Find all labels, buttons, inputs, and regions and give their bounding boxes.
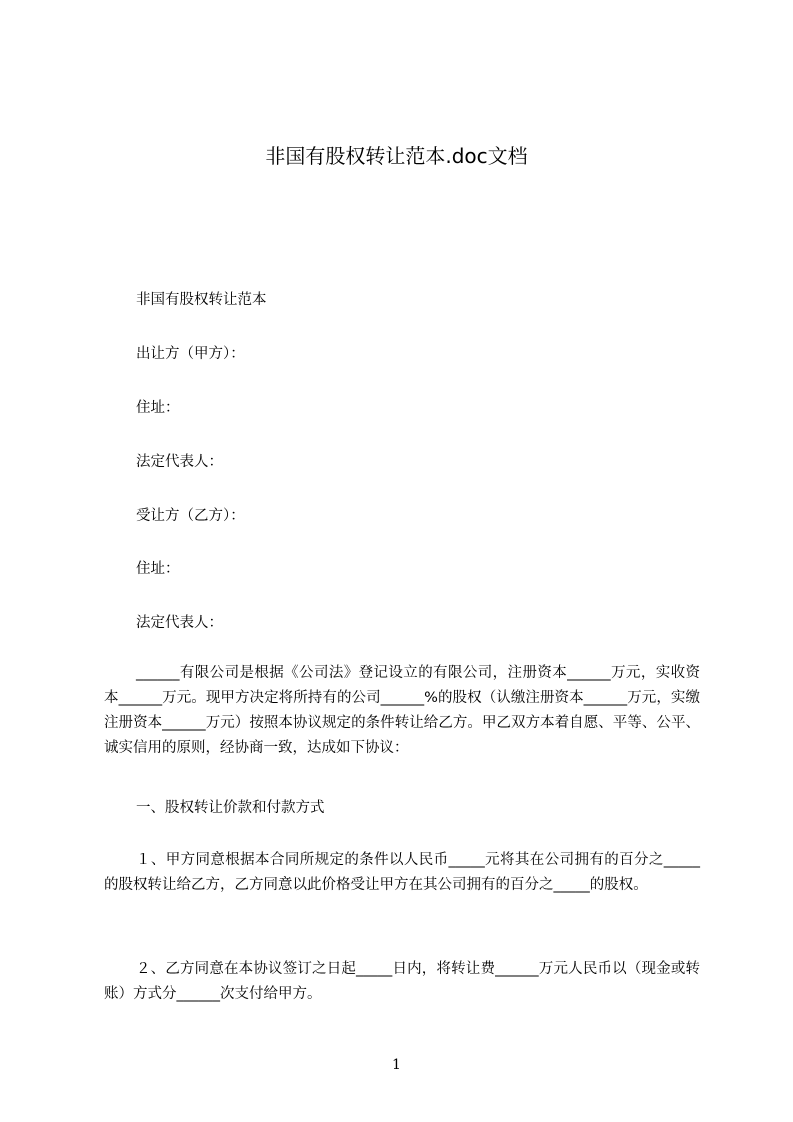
section-heading: 一、股权转让价款和付款方式: [136, 800, 325, 816]
transferee-label: 受让方（乙方）：: [136, 508, 245, 524]
transferor-address-label: 住址：: [136, 400, 180, 416]
transferee-address-label: 住址：: [136, 561, 180, 577]
page-number: 1: [392, 1057, 401, 1073]
transferor-legal-rep-label: 法定代表人：: [136, 454, 223, 470]
clause-1: １、甲方同意根据本合同所规定的条件以人民币_____元将其在公司拥有的百分之_____的股权转让给乙方，乙方同意以此价格受让甲方在其公司拥有的百分之_____的股权。: [104, 852, 700, 893]
document-title: 非国有股权转让范本.doc文档: [265, 144, 528, 168]
intro-paragraph: ______有限公司是根据《公司法》登记设立的有限公司，注册资本______万元，实收资本______万元。现甲方决定将所持有的公司______%的股权（认缴注册资本______万元，实缴注册资本______万元）按照本协议规定的条件转让给乙方。甲乙双方本着自愿、平等、公平、诚实信用的原则，经协商一致，达成如下协议：: [104, 665, 700, 756]
template-name-line: 非国有股权转让范本: [136, 292, 267, 308]
transferor-label: 出让方（甲方）：: [136, 346, 245, 362]
transferee-legal-rep-label: 法定代表人：: [136, 615, 223, 631]
clause-2: ２、乙方同意在本协议签订之日起_____日内，将转让费______万元人民币以（现金或转账）方式分______次支付给甲方。: [104, 961, 700, 1002]
